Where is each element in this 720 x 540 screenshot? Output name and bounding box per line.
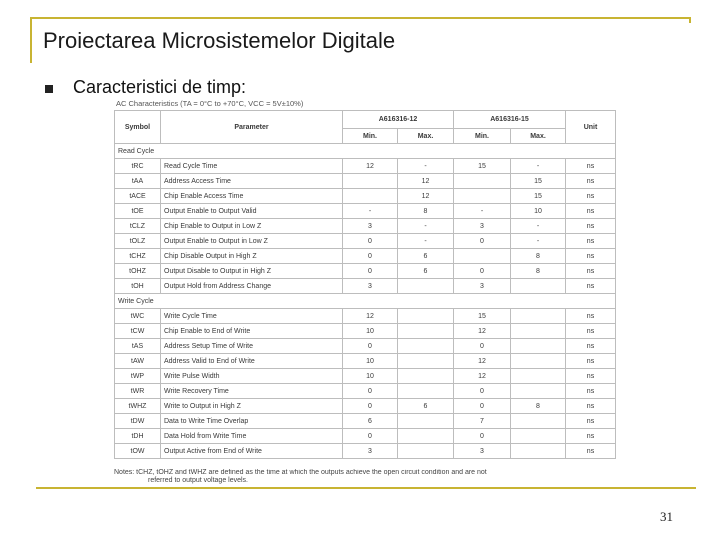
table-row	[115, 204, 616, 219]
cell-parameter: Chip Enable Access Time	[161, 189, 343, 204]
table-body	[115, 144, 616, 459]
cell-symbol: tAS	[115, 339, 161, 354]
cell-parameter: Write to Output in High Z	[161, 399, 343, 414]
cell-a-min: 10	[343, 324, 398, 339]
cell-parameter: Address Setup Time of Write	[161, 339, 343, 354]
cell-parameter: Output Active from End of Write	[161, 444, 343, 459]
section-write-cycle-label: Write Cycle	[115, 294, 616, 309]
cell-a-min: 0	[343, 234, 398, 249]
cell-parameter: Output Enable to Output in Low Z	[161, 234, 343, 249]
cell-symbol: tWC	[115, 309, 161, 324]
cell-b-min: 0	[454, 384, 511, 399]
cell-b-min	[454, 249, 511, 264]
cell-parameter: Output Hold from Address Change	[161, 279, 343, 294]
cell-parameter: Output Disable to Output in High Z	[161, 264, 343, 279]
cell-b-max: -	[511, 234, 566, 249]
cell-b-max	[511, 384, 566, 399]
table-row	[115, 159, 616, 174]
cell-b-min: 3	[454, 219, 511, 234]
cell-a-max	[398, 279, 454, 294]
cell-symbol: tWP	[115, 369, 161, 384]
cell-a-max	[398, 429, 454, 444]
cell-b-max	[511, 279, 566, 294]
cell-b-min: 3	[454, 279, 511, 294]
cell-parameter: Write Recovery Time	[161, 384, 343, 399]
table-row	[115, 189, 616, 204]
table-notes	[114, 469, 615, 485]
cell-b-min	[454, 189, 511, 204]
cell-b-min: 3	[454, 444, 511, 459]
cell-a-max	[398, 339, 454, 354]
table-row	[115, 309, 616, 324]
cell-symbol: tDW	[115, 414, 161, 429]
header-part-a: A616316-12	[343, 111, 454, 129]
section-write-cycle	[115, 294, 616, 309]
cell-a-min: 0	[343, 264, 398, 279]
cell-unit: ns	[566, 204, 616, 219]
cell-b-min: 7	[454, 414, 511, 429]
header-part-b: A616316-15	[454, 111, 566, 129]
cell-b-min: 15	[454, 159, 511, 174]
cell-a-min: 3	[343, 279, 398, 294]
cell-unit: ns	[566, 234, 616, 249]
cell-unit: ns	[566, 429, 616, 444]
table-row	[115, 384, 616, 399]
cell-a-min: 0	[343, 429, 398, 444]
cell-symbol: tOLZ	[115, 234, 161, 249]
cell-parameter: Chip Enable to End of Write	[161, 324, 343, 339]
cell-b-max	[511, 309, 566, 324]
notes-line-2: referred to output voltage levels.	[148, 477, 249, 484]
table-row	[115, 414, 616, 429]
cell-b-min: 0	[454, 399, 511, 414]
cell-symbol: tCHZ	[115, 249, 161, 264]
cell-symbol: tACE	[115, 189, 161, 204]
cell-unit: ns	[566, 369, 616, 384]
cell-symbol: tOE	[115, 204, 161, 219]
cell-b-max	[511, 429, 566, 444]
cell-b-max: 10	[511, 204, 566, 219]
frame-left-line	[30, 17, 32, 63]
slide-title: Proiectarea Microsistemelor Digitale	[43, 28, 396, 53]
table-row	[115, 429, 616, 444]
cell-b-min: 12	[454, 354, 511, 369]
cell-a-max: 12	[398, 189, 454, 204]
cell-unit: ns	[566, 159, 616, 174]
cell-parameter: Write Pulse Width	[161, 369, 343, 384]
cell-b-min	[454, 174, 511, 189]
frame-top-line	[30, 17, 690, 19]
cell-b-max: -	[511, 219, 566, 234]
cell-b-min: 0	[454, 234, 511, 249]
section-read-cycle-label: Read Cycle	[115, 144, 616, 159]
header-unit: Unit	[566, 111, 616, 144]
cell-symbol: tDH	[115, 429, 161, 444]
cell-unit: ns	[566, 444, 616, 459]
table-header-row	[115, 111, 616, 129]
table-row	[115, 399, 616, 414]
cell-parameter: Address Valid to End of Write	[161, 354, 343, 369]
cell-a-min: 3	[343, 219, 398, 234]
bullet-square-icon	[45, 85, 53, 93]
cell-a-min: 6	[343, 414, 398, 429]
table-row	[115, 339, 616, 354]
cell-unit: ns	[566, 414, 616, 429]
cell-a-min: 0	[343, 399, 398, 414]
cell-a-max: -	[398, 219, 454, 234]
cell-b-max	[511, 369, 566, 384]
header-a-max: Max.	[398, 129, 454, 144]
cell-parameter: Chip Enable to Output in Low Z	[161, 219, 343, 234]
cell-a-max: -	[398, 234, 454, 249]
cell-a-min: -	[343, 204, 398, 219]
cell-a-min	[343, 174, 398, 189]
cell-unit: ns	[566, 309, 616, 324]
cell-unit: ns	[566, 339, 616, 354]
cell-a-min: 12	[343, 159, 398, 174]
cell-a-min: 0	[343, 339, 398, 354]
table-row	[115, 279, 616, 294]
cell-b-min: -	[454, 204, 511, 219]
cell-b-max: 8	[511, 399, 566, 414]
cell-a-max: 6	[398, 249, 454, 264]
spec-caption: AC Characteristics (TA = 0°C to +70°C, VCC = 5V±10%)	[116, 99, 304, 108]
cell-b-max: 8	[511, 264, 566, 279]
cell-a-min: 3	[343, 444, 398, 459]
cell-unit: ns	[566, 219, 616, 234]
cell-unit: ns	[566, 384, 616, 399]
cell-b-min: 0	[454, 339, 511, 354]
cell-symbol: tAW	[115, 354, 161, 369]
cell-b-min: 0	[454, 429, 511, 444]
header-b-min: Min.	[454, 129, 511, 144]
cell-unit: ns	[566, 399, 616, 414]
timing-table	[114, 110, 616, 459]
cell-a-max	[398, 309, 454, 324]
table-row	[115, 444, 616, 459]
cell-a-max: 8	[398, 204, 454, 219]
table-row	[115, 354, 616, 369]
cell-unit: ns	[566, 264, 616, 279]
cell-parameter: Data to Write Time Overlap	[161, 414, 343, 429]
table-row	[115, 234, 616, 249]
cell-symbol: tOH	[115, 279, 161, 294]
cell-a-max	[398, 444, 454, 459]
cell-a-max: 6	[398, 399, 454, 414]
cell-b-max: 15	[511, 174, 566, 189]
table-row	[115, 174, 616, 189]
page-number: 31	[660, 509, 673, 524]
cell-parameter: Chip Disable Output in High Z	[161, 249, 343, 264]
header-a-min: Min.	[343, 129, 398, 144]
cell-unit: ns	[566, 324, 616, 339]
frame-right-tick	[689, 17, 691, 23]
cell-a-max: -	[398, 159, 454, 174]
cell-a-max	[398, 354, 454, 369]
section-read-cycle	[115, 144, 616, 159]
cell-unit: ns	[566, 279, 616, 294]
cell-b-max: -	[511, 159, 566, 174]
cell-symbol: tAA	[115, 174, 161, 189]
cell-a-min: 10	[343, 354, 398, 369]
bullet-text: Caracteristici de timp:	[73, 77, 247, 97]
table-row	[115, 324, 616, 339]
cell-parameter: Output Enable to Output Valid	[161, 204, 343, 219]
cell-parameter: Address Access Time	[161, 174, 343, 189]
cell-a-min: 0	[343, 384, 398, 399]
cell-b-max: 8	[511, 249, 566, 264]
table-row	[115, 369, 616, 384]
cell-symbol: tWHZ	[115, 399, 161, 414]
cell-b-max	[511, 444, 566, 459]
cell-unit: ns	[566, 249, 616, 264]
table-row	[115, 264, 616, 279]
cell-a-max	[398, 324, 454, 339]
cell-a-min: 10	[343, 369, 398, 384]
table-row	[115, 249, 616, 264]
notes-line-1: Notes: tCHZ, tOHZ and tWHZ are defined as the time at which the outputs achieve the open circuit condition and are not	[114, 469, 487, 476]
cell-b-min: 12	[454, 324, 511, 339]
cell-a-min: 0	[343, 249, 398, 264]
cell-parameter: Write Cycle Time	[161, 309, 343, 324]
cell-b-max	[511, 324, 566, 339]
cell-symbol: tCLZ	[115, 219, 161, 234]
ac-characteristics-image	[108, 97, 615, 485]
cell-symbol: tOW	[115, 444, 161, 459]
cell-parameter: Data Hold from Write Time	[161, 429, 343, 444]
cell-unit: ns	[566, 174, 616, 189]
cell-symbol: tWR	[115, 384, 161, 399]
cell-symbol: tRC	[115, 159, 161, 174]
cell-unit: ns	[566, 354, 616, 369]
table-row	[115, 219, 616, 234]
cell-symbol: tOHZ	[115, 264, 161, 279]
cell-a-max	[398, 369, 454, 384]
cell-b-min: 12	[454, 369, 511, 384]
cell-a-min	[343, 189, 398, 204]
cell-b-max: 15	[511, 189, 566, 204]
cell-unit: ns	[566, 189, 616, 204]
header-parameter: Parameter	[161, 111, 343, 144]
cell-a-max: 12	[398, 174, 454, 189]
cell-b-min: 0	[454, 264, 511, 279]
footer-line	[36, 487, 696, 489]
cell-parameter: Read Cycle Time	[161, 159, 343, 174]
cell-a-max	[398, 414, 454, 429]
header-symbol: Symbol	[115, 111, 161, 144]
cell-b-max	[511, 414, 566, 429]
cell-a-max	[398, 384, 454, 399]
cell-symbol: tCW	[115, 324, 161, 339]
cell-b-max	[511, 354, 566, 369]
cell-b-max	[511, 339, 566, 354]
header-b-max: Max.	[511, 129, 566, 144]
cell-a-min: 12	[343, 309, 398, 324]
cell-a-max: 6	[398, 264, 454, 279]
cell-b-min: 15	[454, 309, 511, 324]
